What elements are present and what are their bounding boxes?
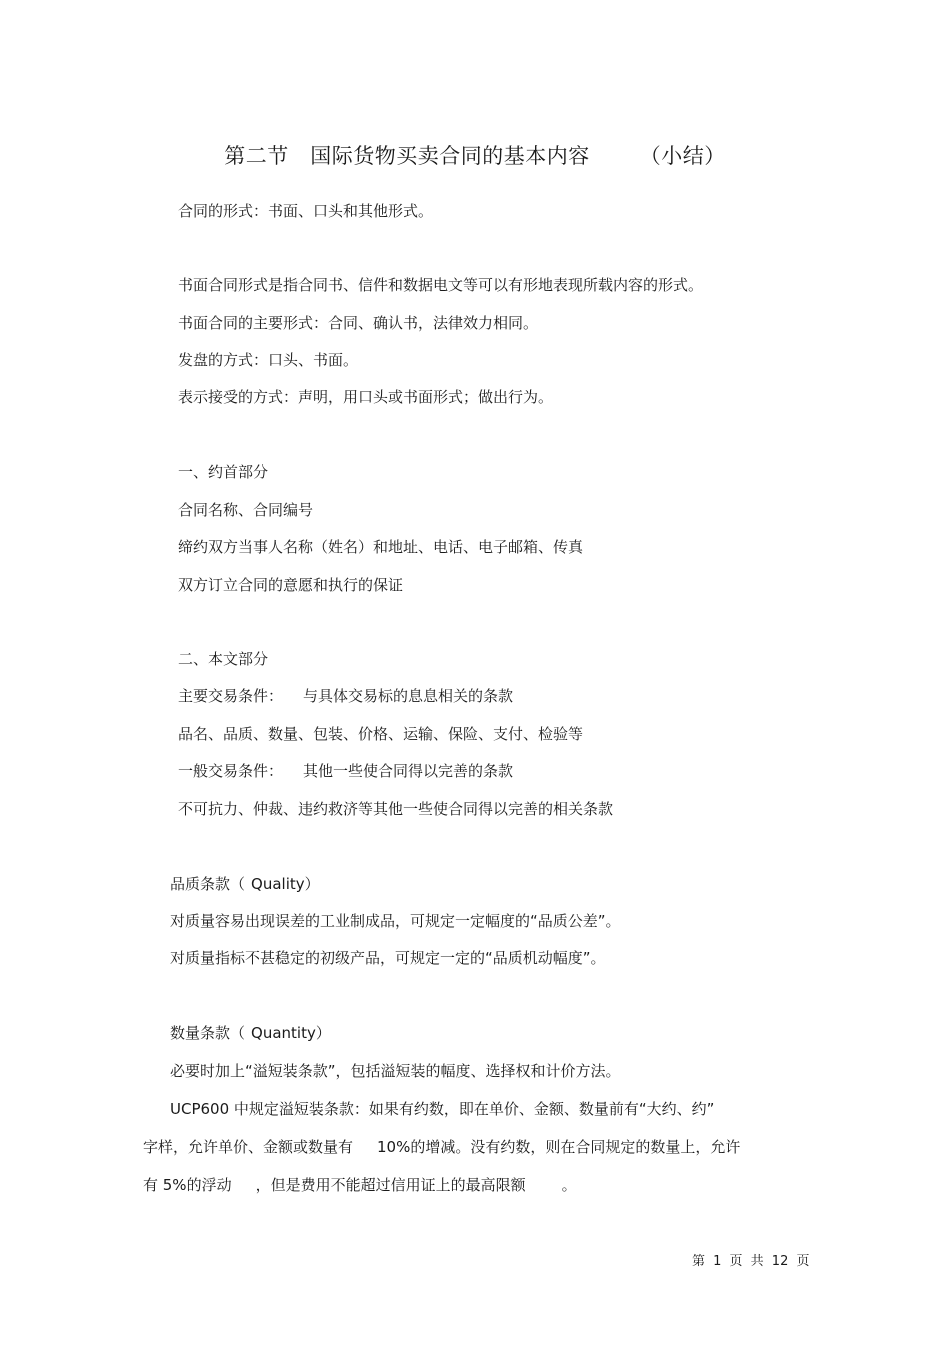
quality-heading-close: ） xyxy=(304,875,320,893)
general-terms-label: 一般交易条件： xyxy=(178,762,284,780)
section2-heading: 二、本文部分 xyxy=(178,650,269,668)
ucp-line3-part: 有 5%的浮动 xyxy=(143,1176,232,1194)
ucp-line2-part: 10%的增减。没有约数，则在合同规定的数量上，允许 xyxy=(377,1138,741,1156)
contract-forms-text: 合同的形式：书面、口头和其他形式。 xyxy=(178,202,434,220)
written-definition-text: 书面合同形式是指合同书、信件和数据电文等可以有形地表现所载内容的形式。 xyxy=(178,276,704,294)
ucp-line3-part: ，但是费用不能超过信用证上的最高限额 xyxy=(255,1176,526,1194)
offer-methods-text: 发盘的方式：口头、书面。 xyxy=(178,351,359,369)
quality-heading-en: Quality xyxy=(251,875,305,893)
quantity-heading-close: ） xyxy=(315,1024,331,1042)
quantity-line: 必要时加上“溢短装条款”，包括溢短装的幅度、选择权和计价方法。 xyxy=(170,1062,621,1080)
section1-item: 合同名称、合同编号 xyxy=(178,501,314,519)
quantity-heading-cn: 数量条款（ xyxy=(170,1024,246,1042)
general-terms-line xyxy=(178,761,513,781)
page-number: 第 1 页 共 12 页 xyxy=(692,1254,810,1269)
quantity-heading xyxy=(170,1023,331,1043)
title-main: 第二节 国际货物买卖合同的基本内容 xyxy=(224,144,590,168)
ucp-line: UCP600 中规定溢短装条款：如果有约数，即在单价、金额、数量前有“大约、约” xyxy=(170,1100,715,1118)
quality-line: 对质量容易出现误差的工业制成品，可规定一定幅度的“品质公差”。 xyxy=(170,912,621,930)
quantity-heading-en: Quantity xyxy=(251,1024,316,1042)
main-terms-label: 主要交易条件： xyxy=(178,687,284,705)
ucp-line2-part: 字样，允许单价、金额或数量有 xyxy=(143,1138,354,1156)
ucp-line3-part: 。 xyxy=(561,1176,577,1194)
quality-heading-cn: 品质条款（ xyxy=(170,875,246,893)
ucp-line xyxy=(143,1137,740,1157)
title-suffix: （小结） xyxy=(639,144,726,168)
page-title xyxy=(0,140,950,170)
acceptance-methods-text: 表示接受的方式：声明，用口头或书面形式；做出行为。 xyxy=(178,388,554,406)
section1-item: 缔约双方当事人名称（姓名）和地址、电话、电子邮箱、传真 xyxy=(178,538,584,556)
main-terms-list: 品名、品质、数量、包装、价格、运输、保险、支付、检验等 xyxy=(178,725,584,743)
section1-item: 双方订立合同的意愿和执行的保证 xyxy=(178,576,404,594)
main-terms-desc: 与具体交易标的息息相关的条款 xyxy=(303,687,514,705)
main-terms-line xyxy=(178,686,513,706)
general-terms-desc: 其他一些使合同得以完善的条款 xyxy=(303,762,514,780)
quality-line: 对质量指标不甚稳定的初级产品，可规定一定的“品质机动幅度”。 xyxy=(170,949,606,967)
quality-heading xyxy=(170,874,320,894)
general-terms-list: 不可抗力、仲裁、违约救济等其他一些使合同得以完善的相关条款 xyxy=(178,800,614,818)
ucp-line xyxy=(143,1175,577,1195)
section1-heading: 一、约首部分 xyxy=(178,463,269,481)
written-main-forms-text: 书面合同的主要形式：合同、确认书，法律效力相同。 xyxy=(178,314,539,332)
